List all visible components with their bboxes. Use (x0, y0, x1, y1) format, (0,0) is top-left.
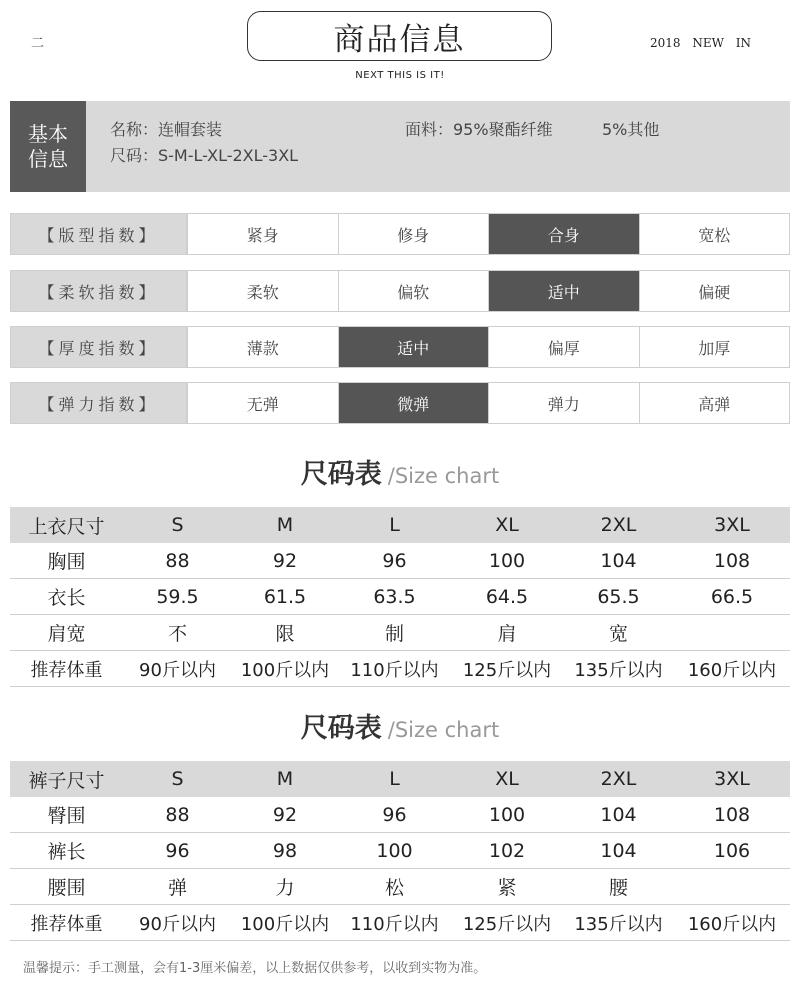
table-cell: 100 (451, 543, 563, 579)
header-cell: M (232, 761, 338, 797)
table-cell: 90斤以内 (123, 905, 232, 941)
table-cell: 弹 (123, 869, 232, 905)
header-cell: L (338, 761, 451, 797)
elasticity-option-selected: 微弹 (338, 383, 489, 423)
table-cell: 160斤以内 (674, 905, 790, 941)
table-row (10, 615, 790, 651)
thickness-option-selected: 适中 (338, 327, 489, 367)
elasticity-index-label: 【弹力指数】 (11, 383, 187, 423)
table-cell (674, 869, 790, 905)
table-cell: 104 (563, 543, 674, 579)
table-cell: 100 (451, 797, 563, 833)
product-fabric-other: 5%其他 (602, 120, 660, 139)
table-row (10, 579, 790, 615)
header-cell: XL (451, 761, 563, 797)
header-cell: M (232, 507, 338, 543)
table-cell: 108 (674, 797, 790, 833)
table-cell: 110斤以内 (338, 905, 451, 941)
pants-size-table (10, 761, 790, 941)
table-cell: 衣长 (10, 579, 123, 615)
thickness-option: 薄款 (187, 327, 338, 367)
table-cell: 104 (563, 797, 674, 833)
table-cell: 腰 (563, 869, 674, 905)
basic-info-label-line1: 基本 (28, 121, 68, 146)
product-info-title-text: 商品信息 (333, 21, 466, 58)
header-cell: XL (451, 507, 563, 543)
header-cell: 3XL (674, 507, 790, 543)
softness-option: 柔软 (187, 271, 338, 311)
thickness-option: 偏厚 (488, 327, 639, 367)
table-cell: 96 (123, 833, 232, 869)
table-cell: 106 (674, 833, 790, 869)
table-header-row (10, 507, 790, 543)
table-cell: 推荐体重 (10, 651, 123, 687)
header-cell: 裤子尺寸 (10, 761, 123, 797)
table-cell: 63.5 (338, 579, 451, 615)
table-row (10, 797, 790, 833)
product-fabric: 面料：95%聚酯纤维 (405, 120, 553, 139)
product-sizes: 尺码：S-M-L-XL-2XL-3XL (110, 146, 299, 165)
fit-option: 修身 (338, 214, 489, 254)
table-cell: 制 (338, 615, 451, 651)
table-cell: 肩 (451, 615, 563, 651)
table-cell: 98 (232, 833, 338, 869)
table-cell: 力 (232, 869, 338, 905)
basic-info-panel (10, 101, 790, 192)
table-row (10, 543, 790, 579)
subtitle: NEXT THIS IS IT! (355, 70, 445, 81)
table-cell: 135斤以内 (563, 905, 674, 941)
fit-option: 紧身 (187, 214, 338, 254)
product-name: 名称：连帽套装 (110, 120, 223, 139)
footer-note: 温馨提示：手工测量，会有1-3厘米偏差，以上数据仅供参考，以收到实物为准。 (23, 961, 487, 976)
table-row (10, 905, 790, 941)
table-cell: 宽 (563, 615, 674, 651)
table-cell: 92 (232, 797, 338, 833)
table-row (10, 869, 790, 905)
softness-index-row (10, 270, 790, 312)
table-cell: 92 (232, 543, 338, 579)
table-cell: 59.5 (123, 579, 232, 615)
table-cell: 125斤以内 (451, 905, 563, 941)
basic-info-label-line2: 信息 (28, 146, 68, 171)
fit-index-label: 【版型指数】 (11, 214, 187, 254)
table-row (10, 833, 790, 869)
header-cell: S (123, 761, 232, 797)
table-cell: 135斤以内 (563, 651, 674, 687)
table-cell: 臀围 (10, 797, 123, 833)
fit-option: 宽松 (639, 214, 790, 254)
softness-option: 偏软 (338, 271, 489, 311)
pants-size-chart-title-en: /Size chart (387, 718, 500, 742)
corner-mark: 二 (31, 36, 45, 51)
table-cell: 160斤以内 (674, 651, 790, 687)
table-cell: 100斤以内 (232, 651, 338, 687)
table-cell: 61.5 (232, 579, 338, 615)
elasticity-option: 弹力 (488, 383, 639, 423)
table-cell: 110斤以内 (338, 651, 451, 687)
pants-size-chart-title-cn: 尺码表 (300, 713, 382, 744)
table-cell: 腰围 (10, 869, 123, 905)
table-cell: 100 (338, 833, 451, 869)
table-cell: 松 (338, 869, 451, 905)
table-cell: 紧 (451, 869, 563, 905)
table-cell: 限 (232, 615, 338, 651)
product-info-title (247, 11, 552, 61)
fit-option-selected: 合身 (488, 214, 639, 254)
elasticity-option: 高弹 (639, 383, 790, 423)
table-cell: 104 (563, 833, 674, 869)
header-cell: 上衣尺寸 (10, 507, 123, 543)
table-row (10, 651, 790, 687)
table-cell: 90斤以内 (123, 651, 232, 687)
top-size-table (10, 507, 790, 687)
header-cell: S (123, 507, 232, 543)
top-size-chart-title (0, 452, 800, 491)
table-cell: 100斤以内 (232, 905, 338, 941)
softness-option-selected: 适中 (488, 271, 639, 311)
basic-info-label (10, 101, 86, 192)
top-size-chart-title-cn: 尺码表 (300, 459, 382, 490)
table-cell: 不 (123, 615, 232, 651)
table-cell: 125斤以内 (451, 651, 563, 687)
softness-index-label: 【柔软指数】 (11, 271, 187, 311)
pants-size-chart-title (0, 706, 800, 745)
table-header-row (10, 761, 790, 797)
table-cell: 96 (338, 543, 451, 579)
table-cell: 108 (674, 543, 790, 579)
table-cell: 胸围 (10, 543, 123, 579)
header-cell: 2XL (563, 507, 674, 543)
header-cell: 2XL (563, 761, 674, 797)
table-cell: 88 (123, 543, 232, 579)
thickness-option: 加厚 (639, 327, 790, 367)
table-cell: 65.5 (563, 579, 674, 615)
table-cell: 裤长 (10, 833, 123, 869)
table-cell: 96 (338, 797, 451, 833)
elasticity-option: 无弹 (187, 383, 338, 423)
top-size-chart-title-en: /Size chart (387, 464, 500, 488)
table-cell: 推荐体重 (10, 905, 123, 941)
thickness-index-row (10, 326, 790, 368)
table-cell: 88 (123, 797, 232, 833)
fit-index-row (10, 213, 790, 255)
elasticity-index-row (10, 382, 790, 424)
table-cell (674, 615, 790, 651)
table-cell: 102 (451, 833, 563, 869)
header-cell: 3XL (674, 761, 790, 797)
new-in-badge: 2018 NEW IN (650, 36, 752, 50)
table-cell: 66.5 (674, 579, 790, 615)
thickness-index-label: 【厚度指数】 (11, 327, 187, 367)
header-cell: L (338, 507, 451, 543)
table-cell: 64.5 (451, 579, 563, 615)
table-cell: 肩宽 (10, 615, 123, 651)
softness-option: 偏硬 (639, 271, 790, 311)
